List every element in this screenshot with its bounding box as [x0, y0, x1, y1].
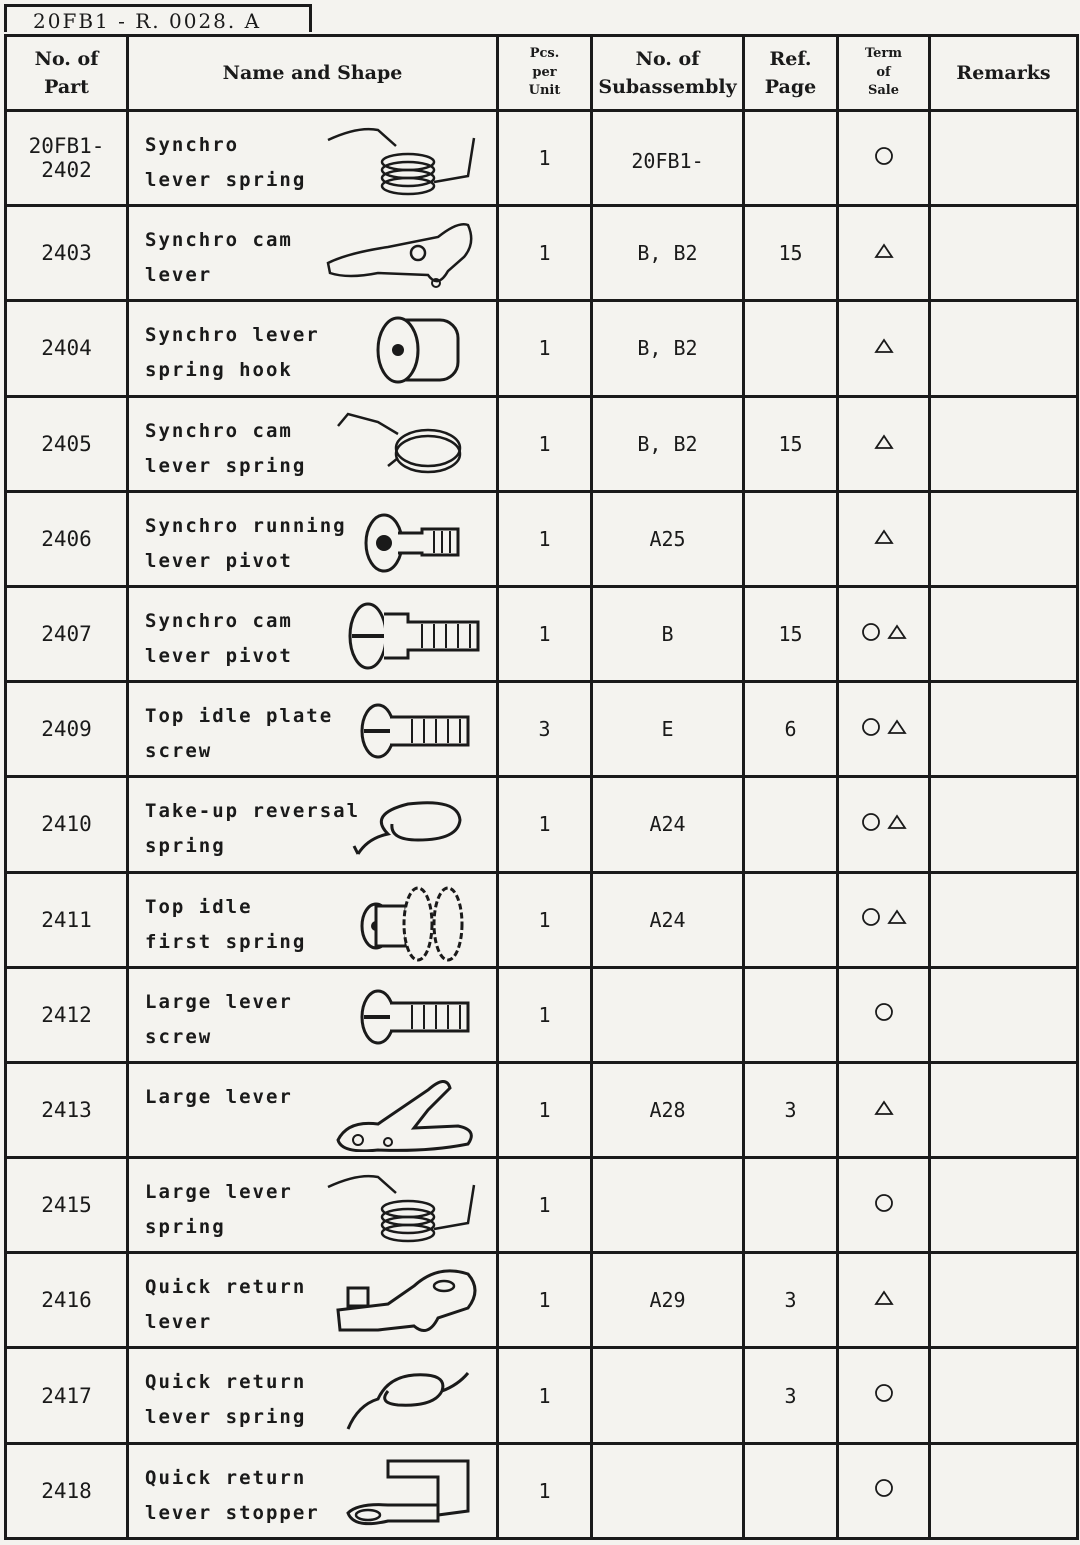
term-of-sale-cell — [838, 777, 930, 872]
table-row — [6, 301, 1078, 396]
term-of-sale-cell — [838, 1443, 930, 1538]
part-name — [145, 1175, 385, 1245]
table-row — [6, 1062, 1078, 1157]
name-shape-cell — [128, 491, 498, 586]
subassembly-cell — [592, 967, 744, 1062]
name-shape-cell — [128, 682, 498, 777]
triangle-symbol-icon — [874, 1289, 894, 1307]
part-name — [145, 414, 385, 484]
part-number-cell — [6, 586, 128, 681]
circle-symbol-icon — [874, 1383, 894, 1403]
part-name — [145, 604, 385, 674]
ref-page-cell — [744, 777, 838, 872]
pcs-per-unit-cell: 1 — [498, 586, 592, 681]
table-row — [6, 682, 1078, 777]
term-of-sale-cell — [838, 1062, 930, 1157]
part-name — [145, 318, 385, 388]
part-number: 2415 — [41, 1193, 92, 1218]
part-number-cell — [6, 111, 128, 206]
ref-page-cell — [744, 111, 838, 206]
triangle-symbol-icon — [874, 433, 894, 451]
term-of-sale-cell — [838, 301, 930, 396]
part-name — [145, 509, 385, 579]
ref-page-cell — [744, 491, 838, 586]
part-name — [145, 699, 385, 769]
subassembly-value: B — [661, 622, 674, 647]
part-number-cell — [6, 682, 128, 777]
remarks-cell — [930, 872, 1078, 967]
ref-page-cell: 3 — [744, 1253, 838, 1348]
part-name-line: Synchro cam — [145, 609, 293, 632]
part-number: 2403 — [41, 241, 92, 266]
part-name — [145, 1461, 385, 1531]
subassembly-cell — [592, 1348, 744, 1443]
table-row — [6, 1158, 1078, 1253]
part-number: 2411 — [41, 907, 92, 932]
remarks-cell — [930, 1443, 1078, 1538]
remarks-cell — [930, 1253, 1078, 1348]
ref-page-cell — [744, 1158, 838, 1253]
name-shape-cell — [128, 206, 498, 301]
part-name-line: Large lever — [145, 990, 293, 1013]
part-name-line: Quick return — [145, 1466, 307, 1489]
part-number: 2417 — [41, 1383, 92, 1408]
subassembly-value: A28 — [649, 1097, 686, 1122]
triangle-symbol-icon — [887, 908, 907, 926]
ref-page-cell: 15 — [744, 396, 838, 491]
part-name-line: lever spring — [145, 169, 307, 191]
part-number: 2409 — [41, 717, 92, 742]
part-name-line: lever pivot — [145, 644, 293, 667]
header-ref-page: Ref. Page — [744, 36, 838, 111]
circle-symbol-icon — [861, 622, 881, 642]
pcs-per-unit-cell: 1 — [498, 967, 592, 1062]
part-name-line: Synchro lever — [145, 324, 320, 347]
part-name-line: Synchro — [145, 134, 240, 156]
term-of-sale-cell — [838, 967, 930, 1062]
subassembly-value: A29 — [649, 1288, 686, 1313]
circle-symbol-icon — [861, 812, 881, 832]
triangle-symbol-icon — [887, 623, 907, 641]
name-shape-cell — [128, 1253, 498, 1348]
part-name-line: lever — [145, 1311, 213, 1334]
remarks-cell — [930, 491, 1078, 586]
term-of-sale-cell — [838, 872, 930, 967]
part-name-line: Synchro running — [145, 514, 347, 537]
remarks-cell — [930, 1062, 1078, 1157]
subassembly-cell — [592, 396, 744, 491]
term-of-sale-cell — [838, 1253, 930, 1348]
remarks-cell — [930, 777, 1078, 872]
name-shape-cell — [128, 1348, 498, 1443]
name-shape-cell — [128, 1443, 498, 1538]
part-number-cell — [6, 777, 128, 872]
part-number: 2410 — [41, 812, 92, 837]
part-name-line: Top idle plate — [145, 705, 334, 728]
ref-page-cell — [744, 872, 838, 967]
part-name-line: Take-up reversal — [145, 800, 361, 823]
name-shape-cell — [128, 1062, 498, 1157]
ref-page-cell: 3 — [744, 1062, 838, 1157]
pcs-per-unit-cell: 1 — [498, 1443, 592, 1538]
parts-table — [4, 34, 1079, 1540]
document-code: 20FB1 - R. 0028. A — [4, 4, 312, 32]
subassembly-cell — [592, 111, 744, 206]
ref-page-cell: 3 — [744, 1348, 838, 1443]
subassembly-value: A25 — [649, 526, 686, 551]
term-of-sale-cell — [838, 491, 930, 586]
part-number-cell — [6, 967, 128, 1062]
part-name-line: screw — [145, 740, 213, 763]
subassembly-cell — [592, 1062, 744, 1157]
part-number-cell — [6, 1348, 128, 1443]
part-name-line: spring — [145, 1216, 226, 1239]
table-row — [6, 1253, 1078, 1348]
part-name-line: screw — [145, 1025, 213, 1048]
circle-symbol-icon — [874, 1002, 894, 1022]
name-shape-cell — [128, 872, 498, 967]
ref-page-cell: 15 — [744, 586, 838, 681]
pcs-per-unit-cell: 1 — [498, 301, 592, 396]
remarks-cell — [930, 396, 1078, 491]
part-number: 2405 — [41, 431, 92, 456]
table-row — [6, 777, 1078, 872]
header-term-of-sale: Term of Sale — [838, 36, 930, 111]
subassembly-cell — [592, 301, 744, 396]
subassembly-cell — [592, 491, 744, 586]
part-number-cell — [6, 491, 128, 586]
pcs-per-unit-cell: 1 — [498, 491, 592, 586]
term-of-sale-cell — [838, 1348, 930, 1443]
term-of-sale-cell — [838, 682, 930, 777]
part-name-line: Synchro cam — [145, 229, 293, 252]
circle-symbol-icon — [874, 146, 894, 166]
term-of-sale-cell — [838, 206, 930, 301]
circle-symbol-icon — [861, 907, 881, 927]
part-name-line: lever — [145, 264, 213, 287]
subassembly-cell — [592, 682, 744, 777]
pcs-per-unit-cell: 1 — [498, 1158, 592, 1253]
part-number: 2412 — [41, 1002, 92, 1027]
pcs-per-unit-cell: 1 — [498, 1253, 592, 1348]
part-number-cell — [6, 1158, 128, 1253]
subassembly-value: B, B2 — [637, 431, 698, 456]
name-shape-cell — [128, 586, 498, 681]
triangle-symbol-icon — [874, 337, 894, 355]
part-name — [145, 1365, 385, 1435]
remarks-cell — [930, 1158, 1078, 1253]
pcs-per-unit-cell: 1 — [498, 1348, 592, 1443]
pcs-per-unit-cell: 1 — [498, 1062, 592, 1157]
table-row — [6, 1443, 1078, 1538]
part-number: 2402 — [41, 158, 92, 183]
header-subassembly: No. of Subassembly — [592, 36, 744, 111]
triangle-symbol-icon — [874, 528, 894, 546]
part-name-line: Large lever — [145, 1085, 293, 1108]
name-shape-cell — [128, 111, 498, 206]
subassembly-cell — [592, 1253, 744, 1348]
part-name-line: lever pivot — [145, 549, 293, 572]
header-part-no: No. of Part — [6, 36, 128, 111]
ref-page-cell: 15 — [744, 206, 838, 301]
table-row — [6, 206, 1078, 301]
name-shape-cell — [128, 396, 498, 491]
remarks-cell — [930, 111, 1078, 206]
part-name-line: Large lever — [145, 1181, 293, 1204]
subassembly-value: A24 — [649, 907, 686, 932]
name-shape-cell — [128, 777, 498, 872]
header-remarks: Remarks — [930, 36, 1078, 111]
part-name — [145, 890, 385, 960]
part-number-cell — [6, 396, 128, 491]
term-of-sale-cell — [838, 586, 930, 681]
part-number: 2413 — [41, 1097, 92, 1122]
part-name — [145, 1080, 385, 1115]
part-name — [145, 985, 385, 1055]
part-number-cell — [6, 1443, 128, 1538]
part-name-line: spring hook — [145, 359, 293, 382]
remarks-cell — [930, 682, 1078, 777]
part-number: 2406 — [41, 526, 92, 551]
subassembly-cell — [592, 872, 744, 967]
subassembly-cell — [592, 1443, 744, 1538]
remarks-cell — [930, 301, 1078, 396]
term-of-sale-cell — [838, 111, 930, 206]
remarks-cell — [930, 1348, 1078, 1443]
table-row — [6, 396, 1078, 491]
header-name-shape: Name and Shape — [128, 36, 498, 111]
subassembly-cell — [592, 777, 744, 872]
table-row — [6, 1348, 1078, 1443]
subassembly-value: E — [661, 717, 674, 742]
header-row — [6, 36, 1078, 111]
subassembly-prefix: 20FB1- — [631, 149, 704, 174]
circle-symbol-icon — [861, 717, 881, 737]
subassembly-value: B, B2 — [637, 241, 698, 266]
table-row — [6, 491, 1078, 586]
part-name-line: Synchro cam — [145, 419, 293, 442]
circle-symbol-icon — [874, 1193, 894, 1213]
pcs-per-unit-cell: 1 — [498, 872, 592, 967]
part-name — [145, 128, 385, 198]
term-of-sale-cell — [838, 396, 930, 491]
subassembly-cell — [592, 1158, 744, 1253]
pcs-per-unit-cell: 1 — [498, 111, 592, 206]
subassembly-cell — [592, 206, 744, 301]
name-shape-cell — [128, 301, 498, 396]
remarks-cell — [930, 967, 1078, 1062]
pcs-per-unit-cell: 1 — [498, 777, 592, 872]
subassembly-cell — [592, 586, 744, 681]
part-name-line: lever stopper — [145, 1501, 320, 1524]
part-name-line: lever spring — [145, 454, 307, 477]
part-number: 2416 — [41, 1288, 92, 1313]
part-prefix: 20FB1- — [28, 134, 105, 159]
subassembly-value: A24 — [649, 812, 686, 837]
pcs-per-unit-cell: 1 — [498, 206, 592, 301]
part-number: 2418 — [41, 1478, 92, 1503]
name-shape-cell — [128, 967, 498, 1062]
ref-page-cell — [744, 1443, 838, 1538]
term-of-sale-cell — [838, 1158, 930, 1253]
part-number: 2404 — [41, 336, 92, 361]
ref-page-cell: 6 — [744, 682, 838, 777]
part-name-line: Quick return — [145, 1371, 307, 1394]
ref-page-cell — [744, 301, 838, 396]
part-number-cell — [6, 301, 128, 396]
name-shape-cell — [128, 1158, 498, 1253]
part-number-cell — [6, 872, 128, 967]
triangle-symbol-icon — [887, 813, 907, 831]
pcs-per-unit-cell: 1 — [498, 396, 592, 491]
table-row — [6, 586, 1078, 681]
part-number-cell — [6, 1062, 128, 1157]
remarks-cell — [930, 206, 1078, 301]
circle-symbol-icon — [874, 1478, 894, 1498]
table-row — [6, 872, 1078, 967]
remarks-cell — [930, 586, 1078, 681]
triangle-symbol-icon — [887, 718, 907, 736]
triangle-symbol-icon — [874, 1099, 894, 1117]
part-number-cell — [6, 206, 128, 301]
table-row — [6, 967, 1078, 1062]
part-name-line: Top idle — [145, 895, 253, 918]
subassembly-value: B, B2 — [637, 336, 698, 361]
ref-page-cell — [744, 967, 838, 1062]
table-row — [6, 111, 1078, 206]
header-pcs-per-unit: Pcs. per Unit — [498, 36, 592, 111]
part-name-line: lever spring — [145, 1406, 307, 1429]
pcs-per-unit-cell: 3 — [498, 682, 592, 777]
part-name-line: first spring — [145, 930, 307, 953]
part-name-line: spring — [145, 835, 226, 858]
part-name — [145, 794, 385, 864]
part-number-cell — [6, 1253, 128, 1348]
triangle-symbol-icon — [874, 242, 894, 260]
part-name — [145, 223, 385, 293]
part-name-line: Quick return — [145, 1276, 307, 1299]
part-name — [145, 1270, 385, 1340]
part-number: 2407 — [41, 622, 92, 647]
